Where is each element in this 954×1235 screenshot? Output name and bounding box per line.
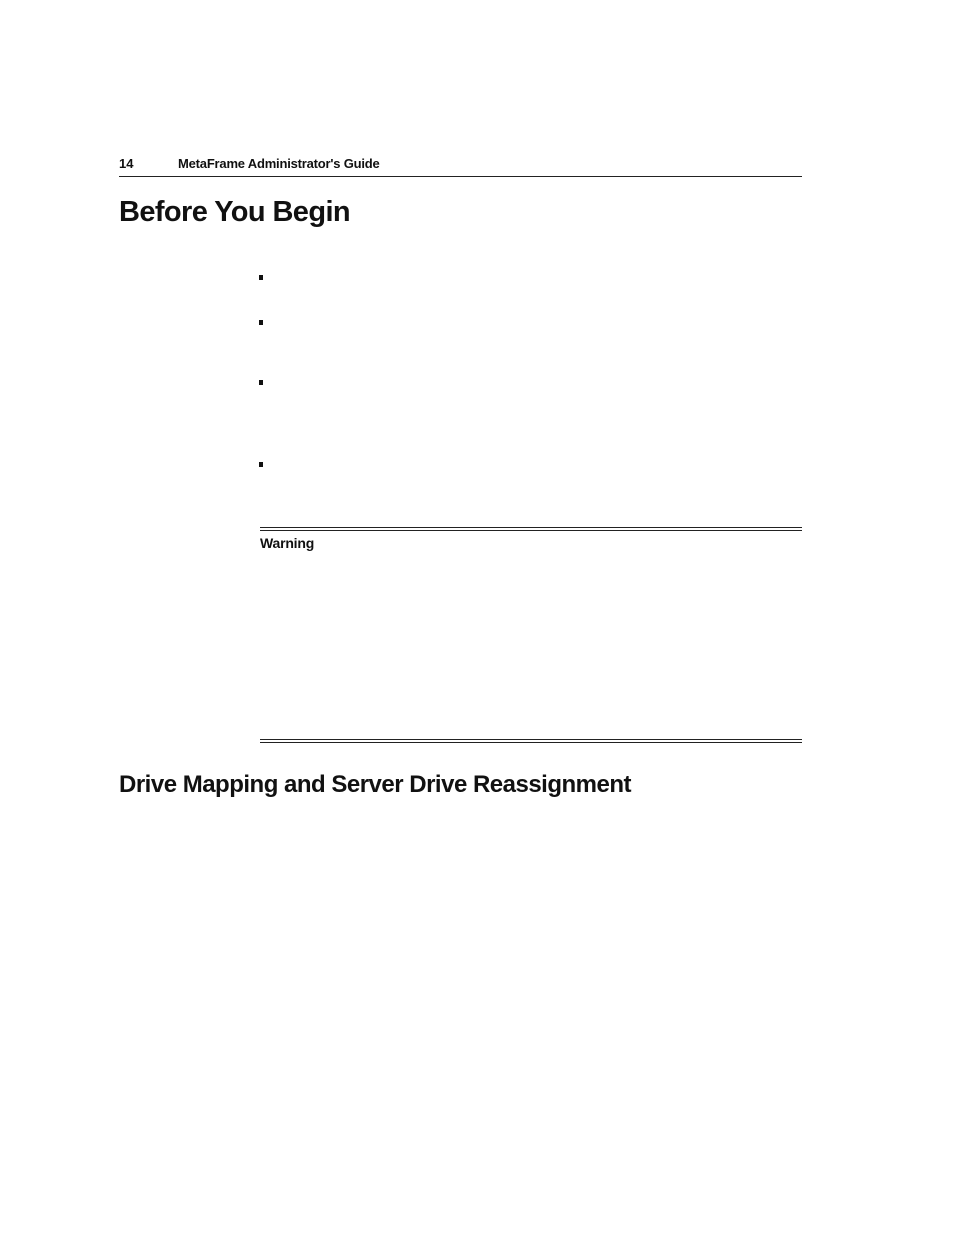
list-bullet: [259, 320, 263, 325]
list-bullet: [259, 380, 263, 385]
list-bullet: [259, 462, 263, 467]
section-heading-drive-mapping: Drive Mapping and Server Drive Reassignment: [119, 771, 632, 798]
warning-bottom-rule: [260, 739, 802, 743]
warning-label: Warning: [260, 535, 315, 551]
section-heading-before-you-begin: Before You Begin: [119, 196, 351, 228]
list-bullet: [259, 275, 263, 280]
running-header: [119, 154, 802, 177]
page-number: 14: [119, 156, 134, 171]
book-title: MetaFrame Administrator's Guide: [178, 156, 380, 171]
warning-top-rule: [260, 527, 802, 531]
